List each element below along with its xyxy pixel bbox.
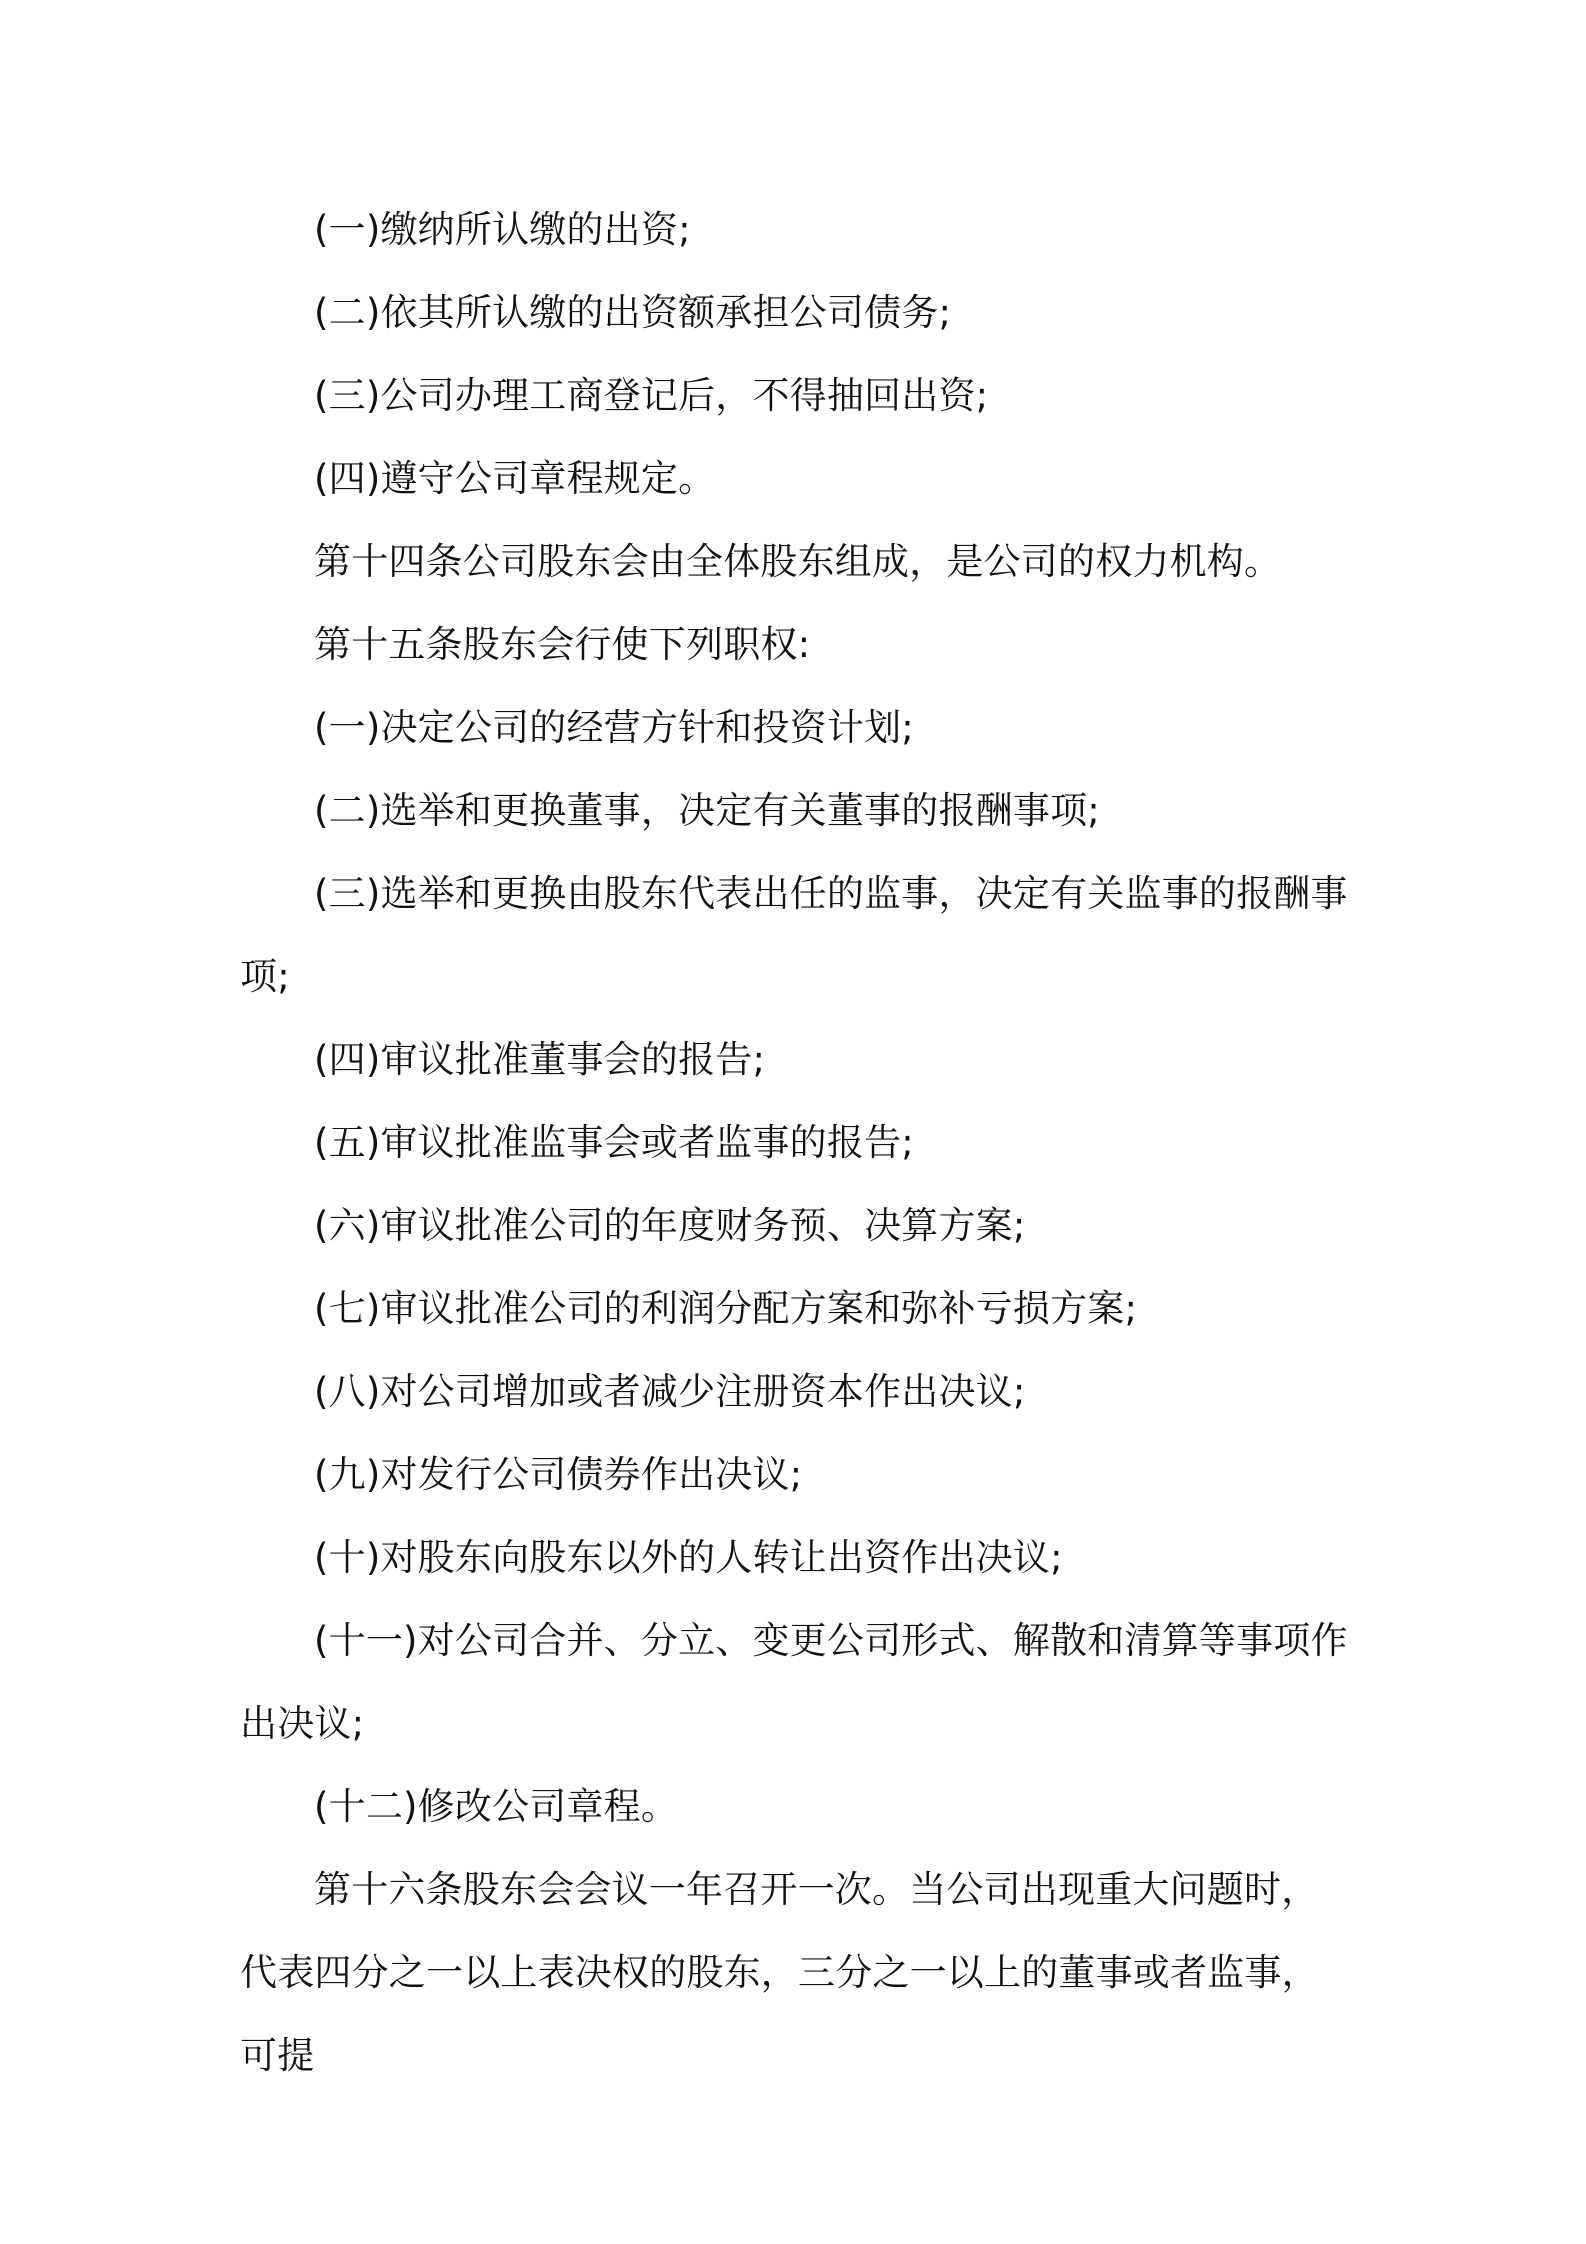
- paragraph-12: (六)审议批准公司的年度财务预、决算方案;: [314, 1204, 1026, 1247]
- paragraph-6: 第十五条股东会行使下列职权:: [314, 623, 811, 666]
- paragraph-1: (一)缴纳所认缴的出资;: [314, 208, 691, 251]
- paragraph-19: 第十六条股东会会议一年召开一次。当公司出现重大问题时，代表四分之一以上表决权的股东，三分之一以上的董事或者监事，可提: [240, 1868, 1319, 2077]
- paragraph-18: (十二)修改公司章程。: [314, 1785, 679, 1828]
- paragraph-4: (四)遵守公司章程规定。: [314, 457, 716, 500]
- paragraph-8: (二)选举和更换董事，决定有关董事的报酬事项;: [314, 789, 1100, 832]
- paragraph-9: (三)选举和更换由股东代表出任的监事，决定有关监事的报酬事项;: [240, 872, 1348, 998]
- paragraph-11: (五)审议批准监事会或者监事的报告;: [314, 1121, 914, 1164]
- document-body: [240, 188, 1350, 2097]
- paragraph-13: (七)审议批准公司的利润分配方案和弥补亏损方案;: [314, 1287, 1138, 1330]
- paragraph-3: (三)公司办理工商登记后，不得抽回出资;: [314, 374, 989, 417]
- paragraph-15: (九)对发行公司债券作出决议;: [314, 1453, 803, 1496]
- paragraph-10: (四)审议批准董事会的报告;: [314, 1038, 766, 1081]
- paragraph-14: (八)对公司增加或者减少注册资本作出决议;: [314, 1370, 1026, 1413]
- paragraph-17: (十一)对公司合并、分立、变更公司形式、解散和清算等事项作出决议;: [240, 1619, 1348, 1745]
- paragraph-5: 第十四条公司股东会由全体股东组成，是公司的权力机构。: [314, 540, 1282, 583]
- paragraph-16: (十)对股东向股东以外的人转让出资作出决议;: [314, 1536, 1063, 1579]
- paragraph-2: (二)依其所认缴的出资额承担公司债务;: [314, 291, 952, 334]
- paragraph-7: (一)决定公司的经营方针和投资计划;: [314, 706, 914, 749]
